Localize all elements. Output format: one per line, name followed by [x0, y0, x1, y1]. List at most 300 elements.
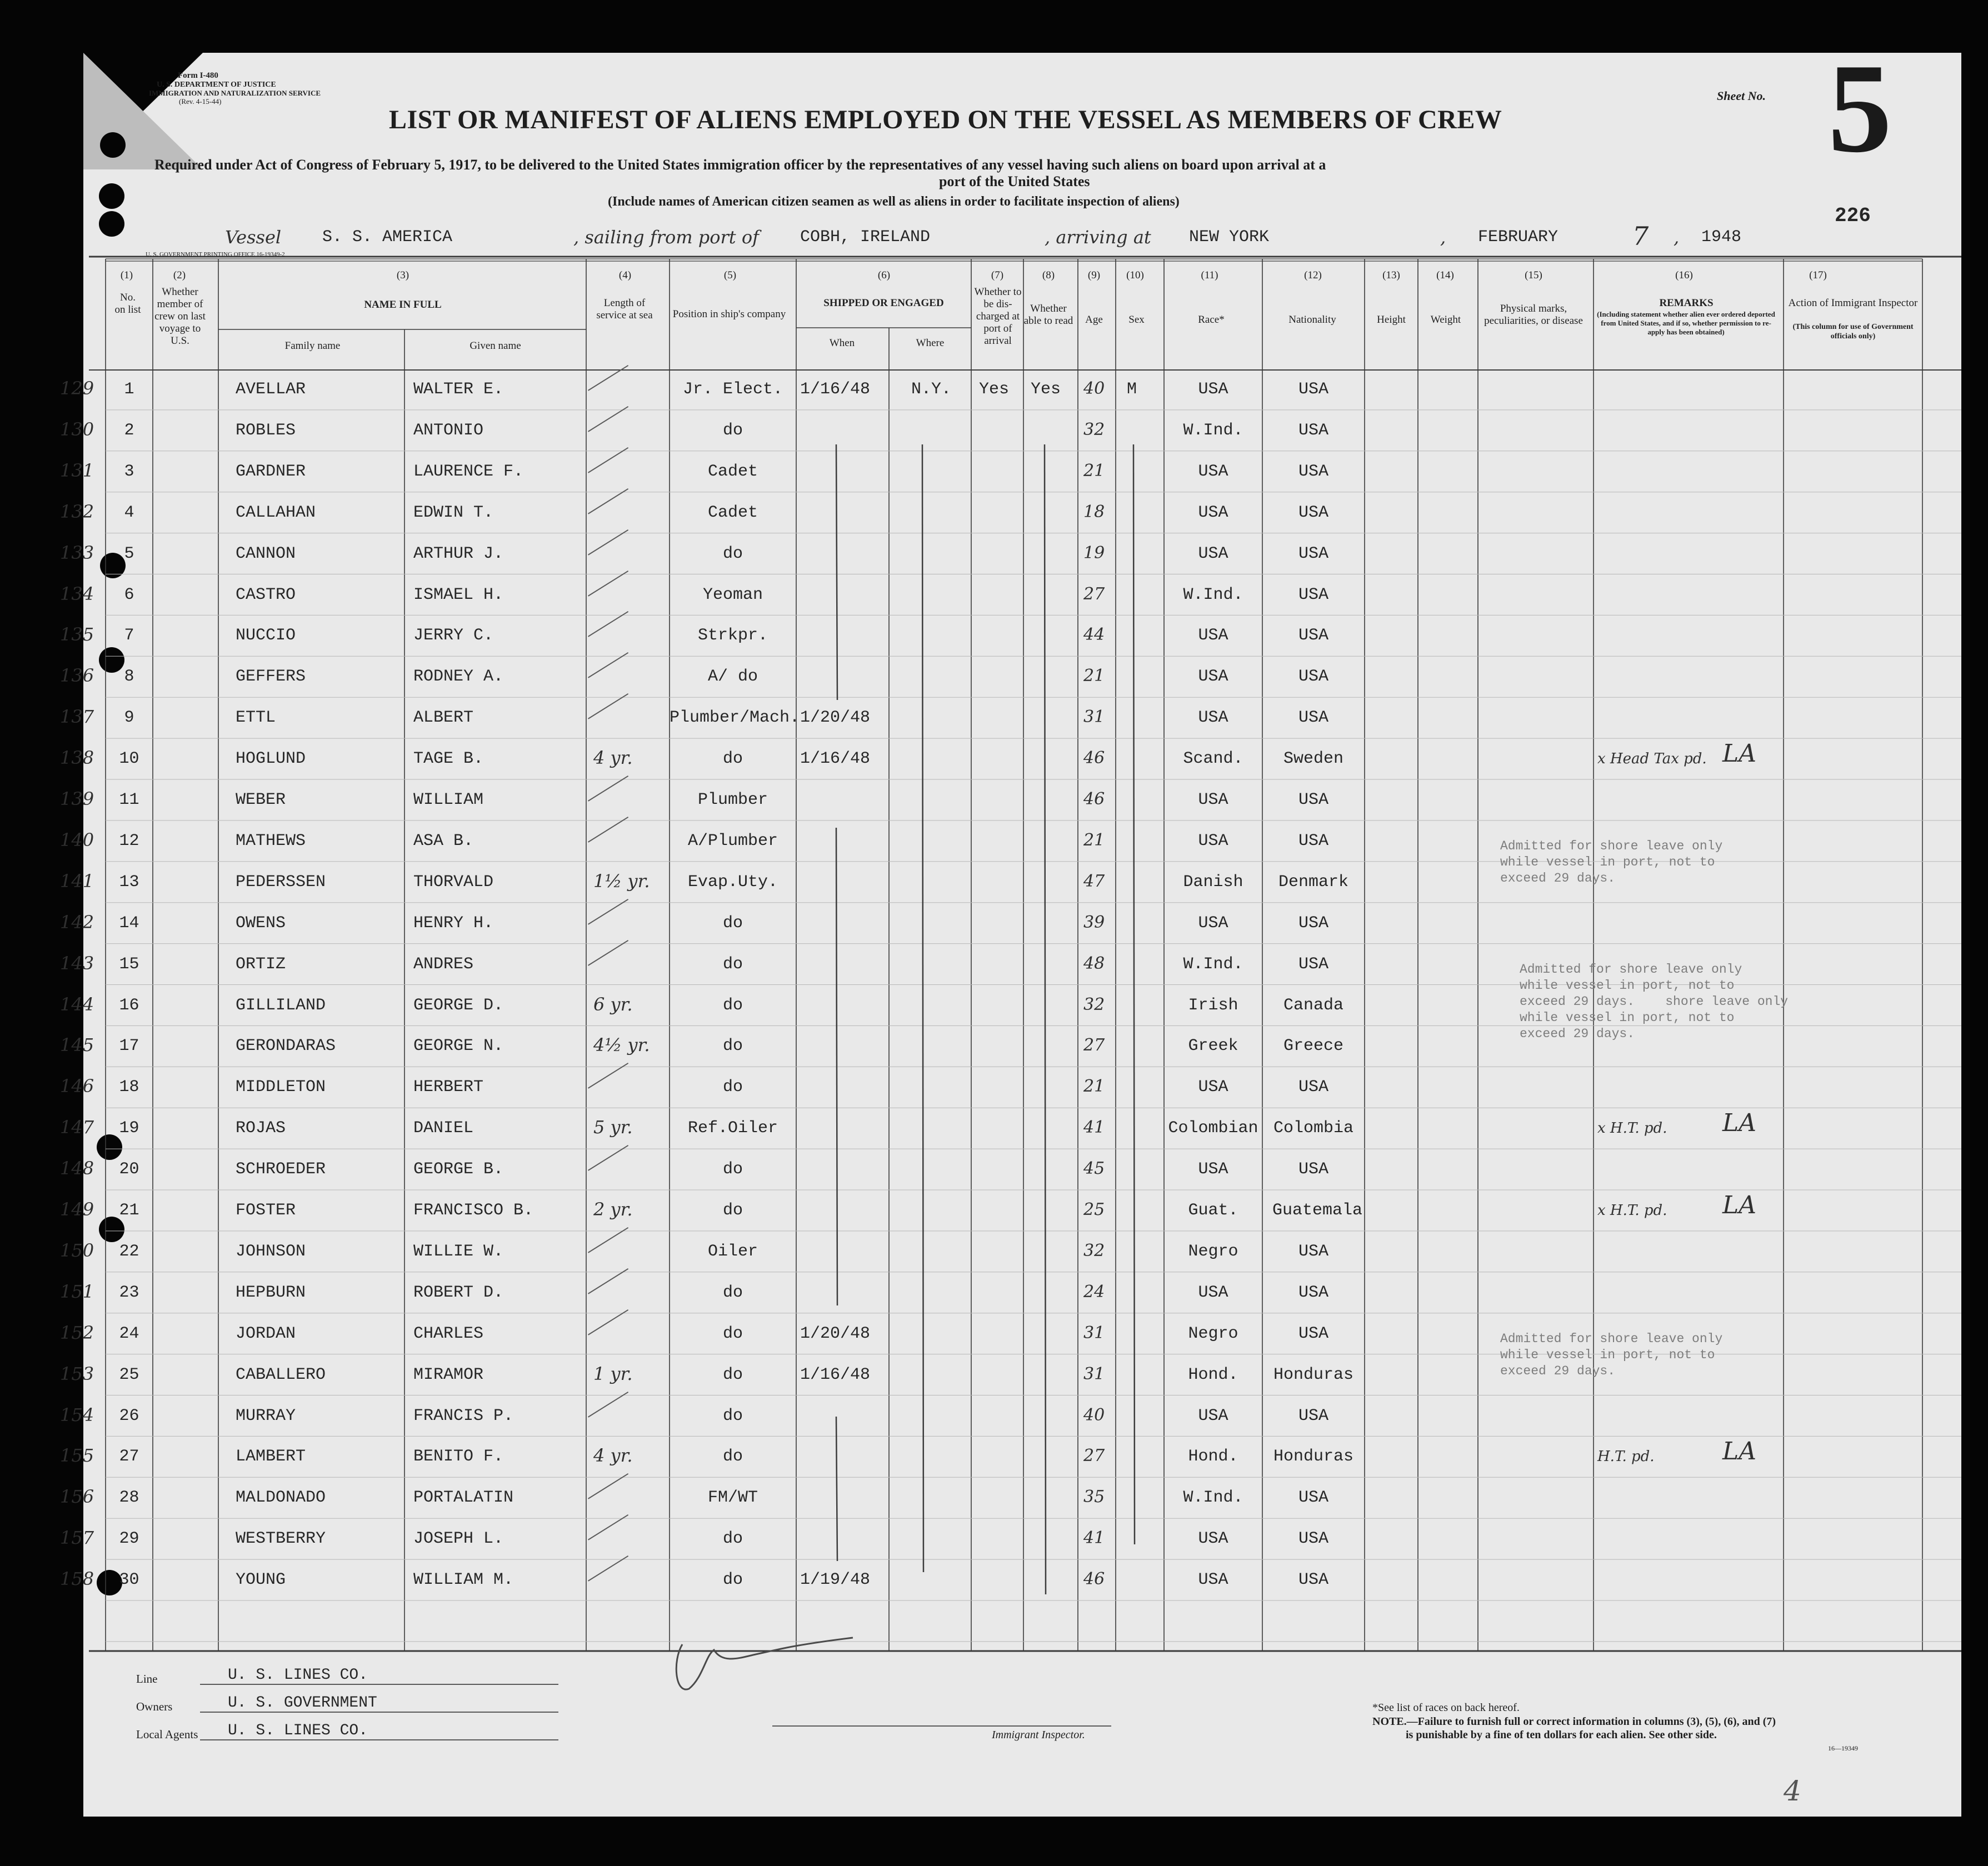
- family-name: PEDERSSEN: [236, 872, 326, 892]
- header-discharged: Whether to be dis-charged at port of arrival: [974, 286, 1022, 347]
- row-page-number: 137: [60, 706, 94, 728]
- age: 31: [1083, 707, 1105, 727]
- position: do: [722, 421, 743, 440]
- position: Evap.Uty.: [687, 872, 778, 892]
- family-name: CABALLERO: [236, 1365, 326, 1384]
- header-col-no: (7): [991, 269, 1004, 281]
- nationality: Colombia: [1273, 1119, 1354, 1138]
- row-number: 19: [119, 1119, 139, 1138]
- length-of-service: 1 yr.: [593, 1363, 633, 1384]
- header-weight: Weight: [1430, 314, 1461, 326]
- header-col-no: (16): [1675, 269, 1693, 281]
- inspector-initials: LA: [1722, 1191, 1756, 1219]
- age: 19: [1083, 543, 1105, 563]
- race: Danish: [1183, 872, 1243, 892]
- arrival-year: 1948: [1701, 228, 1742, 247]
- nationality: USA: [1298, 1160, 1328, 1179]
- nationality: Guatemala: [1272, 1201, 1363, 1220]
- position: do: [722, 1447, 743, 1467]
- nationality: USA: [1298, 1242, 1328, 1261]
- row-page-number: 148: [60, 1158, 94, 1179]
- given-name: MIRAMOR: [413, 1365, 484, 1384]
- given-name: RODNEY A.: [413, 667, 504, 687]
- row-page-number: 146: [60, 1075, 94, 1097]
- row-number: 18: [119, 1078, 139, 1097]
- given-name: ANTONIO: [413, 421, 484, 440]
- inspector-initials: LA: [1722, 739, 1756, 768]
- header-col-no: (3): [396, 269, 409, 281]
- row-page-number: 133: [60, 542, 94, 563]
- form-title: LIST OR MANIFEST OF ALIENS EMPLOYED ON THE VESSEL AS MEMBERS OF CREW: [389, 105, 1502, 134]
- race: W.Ind.: [1183, 1488, 1243, 1508]
- nationality: Greece: [1283, 1037, 1344, 1056]
- row-page-number: 151: [60, 1280, 94, 1302]
- row-number: 7: [124, 626, 134, 646]
- length-of-service: 4½ yr.: [593, 1034, 650, 1056]
- form-number: Form I-480: [178, 71, 218, 80]
- given-name: JOSEPH L.: [413, 1529, 504, 1549]
- row-number: 4: [124, 503, 134, 522]
- age: 32: [1083, 419, 1105, 439]
- comma: ,: [1674, 227, 1680, 248]
- header-col-no: (15): [1525, 269, 1542, 281]
- header-nationality: Nationality: [1288, 314, 1336, 326]
- given-name: LAURENCE F.: [413, 462, 524, 481]
- header-col-no: (2): [173, 269, 186, 281]
- age: 45: [1083, 1159, 1105, 1179]
- comma: ,: [1440, 227, 1446, 248]
- race: USA: [1198, 1160, 1228, 1179]
- family-name: NUCCIO: [236, 626, 296, 646]
- family-name: YOUNG: [236, 1570, 286, 1590]
- position: Oiler: [707, 1242, 758, 1261]
- arrival-month: FEBRUARY: [1478, 228, 1559, 247]
- row-number: 30: [119, 1570, 139, 1590]
- family-name: FOSTER: [236, 1201, 296, 1220]
- header-remarks: REMARKS: [1659, 297, 1714, 309]
- nationality: USA: [1298, 708, 1328, 728]
- race: W.Ind.: [1183, 954, 1243, 974]
- given-name: CHARLES: [413, 1324, 484, 1343]
- ditto-mark: [836, 444, 837, 700]
- given-name: WILLIE W.: [413, 1242, 504, 1261]
- given-name: ROBERT D.: [413, 1283, 504, 1302]
- position: do: [722, 1570, 743, 1590]
- row-page-number: 142: [60, 911, 94, 933]
- row-number: 9: [124, 708, 134, 728]
- shore-leave-remark: Admitted for shore leave only while vessel in port, not to exceed 29 days.: [1500, 1331, 1723, 1378]
- family-name: AVELLAR: [236, 380, 306, 399]
- header-height: Height: [1377, 314, 1406, 326]
- family-name: ROJAS: [236, 1119, 286, 1138]
- race: W.Ind.: [1183, 421, 1243, 440]
- race: USA: [1198, 791, 1228, 809]
- family-name: MATHEWS: [236, 831, 306, 851]
- family-name: WESTBERRY: [236, 1529, 326, 1549]
- row-page-number: 149: [60, 1199, 94, 1220]
- family-name: MIDDLETON: [236, 1078, 326, 1097]
- header-length-service: Length of service at sea: [596, 297, 653, 321]
- age: 48: [1083, 953, 1105, 973]
- nationality: USA: [1298, 1529, 1328, 1549]
- head-tax-note: x H.T. pd.: [1597, 1202, 1667, 1219]
- shipped-when: 1/20/48: [800, 1324, 871, 1343]
- row-number: 8: [124, 667, 134, 687]
- family-name: HEPBURN: [236, 1283, 306, 1302]
- length-of-service: 5 yr.: [593, 1117, 633, 1138]
- age: 21: [1083, 666, 1105, 686]
- row-number: 16: [119, 995, 139, 1015]
- row-number: 2: [124, 421, 134, 440]
- position: do: [722, 995, 743, 1015]
- given-name: WILLIAM: [413, 791, 484, 809]
- age: 21: [1083, 1077, 1105, 1097]
- row-page-number: 156: [60, 1486, 94, 1508]
- able-to-read: Yes: [1031, 380, 1061, 399]
- row-page-number: 154: [60, 1404, 94, 1425]
- arrival-port: NEW YORK: [1189, 228, 1270, 247]
- family-name: CANNON: [236, 544, 296, 563]
- header-col-no: (6): [877, 269, 891, 281]
- row-page-number: 152: [60, 1322, 94, 1343]
- header-no-on-list: No. on list: [114, 292, 141, 316]
- family-name: ORTIZ: [236, 954, 286, 974]
- sailing-label: , sailing from port of: [573, 227, 759, 248]
- row-page-number: 150: [60, 1239, 94, 1261]
- position: do: [722, 1037, 743, 1056]
- age: 21: [1083, 830, 1105, 850]
- age: 21: [1083, 461, 1105, 481]
- position: do: [722, 954, 743, 974]
- penalty-note: NOTE.—Failure to furnish full or correct information in columns (3), (5), (6), and (7): [1372, 1715, 1776, 1728]
- given-name: JERRY C.: [413, 626, 494, 646]
- row-number: 17: [119, 1037, 139, 1056]
- row-number: 29: [119, 1529, 139, 1549]
- row-page-number: 131: [60, 459, 94, 481]
- owners-value: U. S. GOVERNMENT: [228, 1694, 377, 1712]
- given-name: EDWIN T.: [413, 503, 494, 522]
- race: USA: [1198, 462, 1228, 481]
- length-of-service: 2 yr.: [593, 1199, 633, 1220]
- sheet-number: 5: [1828, 37, 1892, 179]
- row-number: 20: [119, 1160, 139, 1179]
- position: do: [722, 749, 743, 769]
- family-name: GEFFERS: [236, 667, 306, 687]
- shore-leave-remark: Admitted for shore leave only while vessel in port, not to exceed 29 days.: [1500, 838, 1723, 886]
- head-tax-note: H.T. pd.: [1597, 1448, 1655, 1465]
- nationality: USA: [1298, 954, 1328, 974]
- row-number: 22: [119, 1242, 139, 1261]
- position: do: [722, 1406, 743, 1425]
- age: 31: [1083, 1323, 1105, 1343]
- nationality: USA: [1298, 1406, 1328, 1425]
- age: 47: [1083, 871, 1105, 891]
- row-page-number: 135: [60, 624, 94, 646]
- header-col-no: (10): [1126, 269, 1144, 281]
- header-action-sub: (This column for use of Government officials only): [1792, 323, 1914, 341]
- given-name: FRANCISCO B.: [413, 1201, 534, 1220]
- nationality: USA: [1298, 1488, 1328, 1508]
- sex: M: [1127, 380, 1137, 399]
- print-code: 16—19349: [1828, 1744, 1858, 1752]
- row-page-number: 158: [60, 1568, 94, 1590]
- length-of-service: 4 yr.: [593, 747, 633, 769]
- header-where: Where: [916, 337, 945, 349]
- position: do: [722, 1283, 743, 1302]
- department: U. S. DEPARTMENT OF JUSTICE: [157, 81, 276, 89]
- row-number: 21: [119, 1201, 139, 1220]
- position: A/ do: [707, 667, 758, 687]
- position: Ref.Oiler: [687, 1119, 778, 1138]
- family-name: ROBLES: [236, 421, 296, 440]
- given-name: WALTER E.: [413, 380, 504, 399]
- vessel-name: S. S. AMERICA: [322, 228, 453, 247]
- family-name: LAMBERT: [236, 1447, 306, 1467]
- header-family-name: Family name: [284, 340, 341, 352]
- row-number: 3: [124, 462, 134, 481]
- form-instruction: (Include names of American citizen seamen as well as aliens in order to facilitate inspection of aliens): [608, 194, 1180, 209]
- age: 46: [1083, 1569, 1105, 1589]
- row-page-number: 155: [60, 1445, 94, 1467]
- revision: (Rev. 4-15-44): [179, 97, 222, 106]
- nationality: USA: [1298, 1283, 1328, 1302]
- shore-leave-remark: Admitted for shore leave only while vessel in port, not to exceed 29 days. shore leave only while vessel in port, not to exceed 29 days.: [1520, 962, 1789, 1041]
- family-name: HOGLUND: [236, 749, 306, 769]
- age: 18: [1083, 502, 1105, 522]
- header-col-no: (1): [120, 269, 133, 281]
- vessel-label: Vessel: [225, 227, 282, 248]
- page-mark: 4: [1784, 1775, 1801, 1807]
- given-name: THORVALD: [413, 872, 494, 892]
- race: USA: [1198, 1570, 1228, 1590]
- race: USA: [1198, 1283, 1228, 1302]
- inspector-signature: [676, 1638, 853, 1689]
- ditto-mark: [1045, 444, 1046, 1594]
- row-number: 15: [119, 954, 139, 974]
- nationality: USA: [1298, 544, 1328, 563]
- family-name: JORDAN: [236, 1324, 296, 1343]
- given-name: TAGE B.: [413, 749, 484, 769]
- position: Plumber/Mach.: [670, 708, 800, 728]
- nationality: Honduras: [1273, 1447, 1354, 1467]
- row-page-number: 136: [60, 665, 94, 687]
- position: A/Plumber: [687, 831, 778, 851]
- ditto-mark: [836, 828, 837, 1305]
- given-name: ALBERT: [413, 708, 474, 728]
- row-page-number: 140: [60, 829, 94, 851]
- header-position: Position in ship's company: [672, 308, 786, 320]
- race: Hond.: [1188, 1365, 1238, 1384]
- age: 35: [1083, 1487, 1105, 1507]
- head-tax-note: x Head Tax pd.: [1597, 751, 1707, 768]
- row-number: 6: [124, 585, 134, 604]
- inspector-initials: LA: [1722, 1437, 1756, 1466]
- nationality: USA: [1298, 1570, 1328, 1590]
- header-col-no: (9): [1087, 269, 1101, 281]
- given-name: PORTALATIN: [413, 1488, 514, 1508]
- given-name: ASA B.: [413, 831, 474, 851]
- row-page-number: 143: [60, 952, 94, 974]
- nationality: USA: [1298, 462, 1328, 481]
- row-number: 24: [119, 1324, 139, 1343]
- position: Yeoman: [702, 585, 763, 604]
- age: 41: [1083, 1118, 1105, 1138]
- inspector-label: Immigrant Inspector.: [992, 1729, 1085, 1741]
- form-subtitle-2: port of the United States: [939, 173, 1090, 189]
- nationality: USA: [1298, 380, 1328, 399]
- discharged: Yes: [979, 380, 1010, 399]
- position: do: [722, 1529, 743, 1549]
- race: Irish: [1188, 995, 1238, 1015]
- given-name: GEORGE B.: [413, 1160, 504, 1179]
- family-name: JOHNSON: [236, 1242, 306, 1261]
- family-name: GARDNER: [236, 462, 306, 481]
- position: do: [722, 913, 743, 933]
- age: 27: [1083, 1035, 1105, 1055]
- row-page-number: 132: [60, 501, 94, 522]
- nationality: USA: [1298, 1324, 1328, 1343]
- row-number: 28: [119, 1488, 139, 1508]
- given-name: HENRY H.: [413, 913, 494, 933]
- header-when: When: [829, 337, 855, 349]
- age: 41: [1083, 1528, 1105, 1548]
- nationality: USA: [1298, 913, 1328, 933]
- nationality: Denmark: [1278, 872, 1349, 892]
- nationality: Sweden: [1283, 749, 1344, 769]
- position: Plumber: [697, 791, 768, 809]
- owners-label: Owners: [136, 1700, 173, 1713]
- given-name: FRANCIS P.: [413, 1406, 514, 1425]
- form-subtitle: Required under Act of Congress of February 5, 1917, to be delivered to the United States immigration officer by the representatives of any vessel having such aliens on board upon arrival at a: [154, 157, 1326, 173]
- given-name: GEORGE D.: [413, 995, 504, 1015]
- row-number: 23: [119, 1283, 139, 1302]
- age: 27: [1083, 584, 1105, 604]
- shipped-when: 1/16/48: [800, 380, 871, 399]
- race: Guat.: [1188, 1201, 1238, 1220]
- nationality: USA: [1298, 831, 1328, 851]
- position: do: [722, 1324, 743, 1343]
- header-col-no: (17): [1809, 269, 1827, 281]
- race: USA: [1198, 1078, 1228, 1097]
- arrival-day: 7: [1632, 221, 1649, 251]
- shipped-when: 1/16/48: [800, 1365, 871, 1384]
- given-name: HERBERT: [413, 1078, 484, 1097]
- header-able-read: Whether able to read: [1023, 303, 1073, 327]
- row-number: 26: [119, 1406, 139, 1425]
- sheet-label: Sheet No.: [1717, 89, 1766, 103]
- family-name: ETTL: [236, 708, 276, 728]
- race: W.Ind.: [1183, 585, 1243, 604]
- position: do: [722, 544, 743, 563]
- race: USA: [1198, 1529, 1228, 1549]
- race: USA: [1198, 708, 1228, 728]
- age: 46: [1083, 789, 1105, 809]
- age: 25: [1083, 1200, 1105, 1219]
- header-col-no: (14): [1436, 269, 1454, 281]
- family-name: CALLAHAN: [236, 503, 316, 522]
- row-number: 11: [119, 791, 139, 809]
- age: 44: [1083, 625, 1105, 645]
- row-number: 10: [119, 749, 139, 769]
- header-col-no: (13): [1382, 269, 1400, 281]
- position: Cadet: [707, 462, 758, 481]
- header-race: Race*: [1198, 314, 1225, 326]
- ditto-mark: [836, 1417, 837, 1561]
- inspector-initials: LA: [1722, 1109, 1756, 1138]
- length-of-service: 6 yr.: [593, 993, 633, 1015]
- header-col-no: (4): [618, 269, 632, 281]
- position: Strkpr.: [697, 626, 768, 646]
- row-page-number: 129: [60, 378, 94, 399]
- given-name: BENITO F.: [413, 1447, 504, 1467]
- header-physical: Physical marks, peculiarities, or disease: [1484, 303, 1583, 327]
- race: Hond.: [1188, 1447, 1238, 1467]
- arriving-label: , arriving at: [1045, 227, 1151, 248]
- race: USA: [1198, 380, 1228, 399]
- row-page-number: 139: [60, 788, 94, 809]
- given-name: ANDRES: [413, 954, 474, 974]
- row-page-number: 145: [60, 1034, 94, 1056]
- length-of-service: 1½ yr.: [593, 870, 650, 892]
- shipped-when: 1/16/48: [800, 749, 871, 769]
- race: Colombian: [1168, 1119, 1258, 1138]
- page-stamp: 226: [1835, 204, 1871, 227]
- ditto-mark: [1133, 444, 1135, 1544]
- shipped-when: 1/20/48: [800, 708, 871, 728]
- header-col-no: (12): [1304, 269, 1322, 281]
- shipped-where: N.Y.: [911, 380, 952, 399]
- race: USA: [1198, 544, 1228, 563]
- age: 40: [1083, 1405, 1105, 1425]
- position: do: [722, 1201, 743, 1220]
- given-name: ARTHUR J.: [413, 544, 504, 563]
- position: do: [722, 1078, 743, 1097]
- nationality: Canada: [1283, 995, 1344, 1015]
- row-page-number: 153: [60, 1363, 94, 1384]
- nationality: USA: [1298, 1078, 1328, 1097]
- row-page-number: 141: [60, 870, 94, 892]
- line-label: Line: [136, 1672, 158, 1685]
- race: Scand.: [1183, 749, 1243, 769]
- penalty-note-2: is punishable by a fine of ten dollars for each alien. See other side.: [1406, 1729, 1717, 1741]
- position: Jr. Elect.: [682, 380, 783, 399]
- family-name: MURRAY: [236, 1406, 296, 1425]
- header-sex: Sex: [1128, 314, 1145, 326]
- given-name: DANIEL: [413, 1119, 474, 1138]
- printing-office: U. S. GOVERNMENT PRINTING OFFICE 16-19349-2: [146, 251, 285, 258]
- given-name: WILLIAM M.: [413, 1570, 514, 1590]
- row-number: 12: [119, 831, 139, 851]
- nationality: USA: [1298, 503, 1328, 522]
- service-name: IMMIGRATION AND NATURALIZATION SERVICE: [149, 89, 321, 97]
- race: Greek: [1188, 1037, 1238, 1056]
- header-action: Action of Immigrant Inspector: [1788, 297, 1918, 309]
- shipped-when: 1/19/48: [800, 1570, 871, 1590]
- nationality: USA: [1298, 626, 1328, 646]
- family-name: SCHROEDER: [236, 1160, 326, 1179]
- row-number: 14: [119, 913, 139, 933]
- family-name: GILLILAND: [236, 995, 326, 1015]
- row-page-number: 144: [60, 993, 94, 1015]
- row-number: 25: [119, 1365, 139, 1384]
- race: USA: [1198, 503, 1228, 522]
- family-name: MALDONADO: [236, 1488, 326, 1508]
- given-name: GEORGE N.: [413, 1037, 504, 1056]
- header-col-no: (8): [1042, 269, 1055, 281]
- row-number: 1: [124, 380, 134, 399]
- agents-label: Local Agents: [136, 1728, 198, 1741]
- header-given-name: Given name: [469, 340, 521, 352]
